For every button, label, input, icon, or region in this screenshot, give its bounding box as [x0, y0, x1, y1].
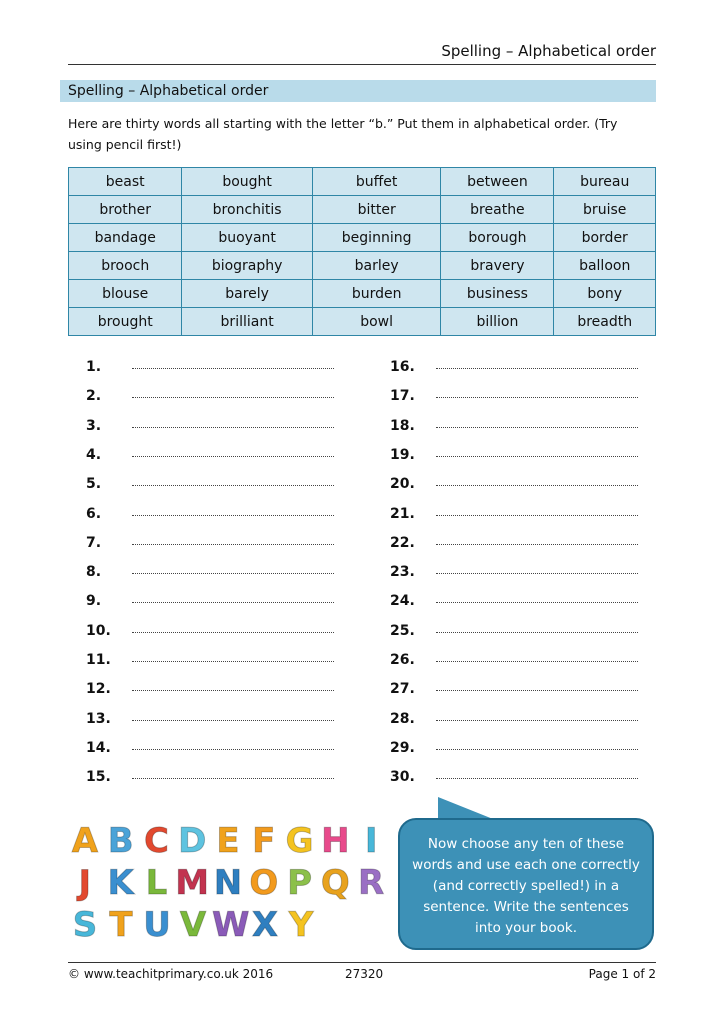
answer-number: 7. [86, 534, 102, 551]
answer-blank-line[interactable] [132, 749, 334, 750]
answer-blank-line[interactable] [132, 661, 334, 662]
answer-blank-line[interactable] [436, 368, 638, 369]
word-cell: bony [554, 280, 656, 308]
answer-blank-line[interactable] [436, 661, 638, 662]
answer-row [86, 386, 346, 406]
answer-blank-line[interactable] [132, 602, 334, 603]
word-cell: barley [312, 252, 441, 280]
alphabet-letter: S [72, 905, 98, 945]
answer-number: 3. [86, 417, 102, 434]
answer-number: 20. [390, 476, 415, 493]
answer-blank-line[interactable] [132, 778, 334, 779]
word-cell: barely [182, 280, 312, 308]
footer-copyright: © www.teachitprimary.co.uk 2016 [68, 967, 274, 981]
alphabet-row [68, 820, 388, 862]
answer-number: 22. [390, 534, 415, 551]
answer-number: 9. [86, 593, 102, 610]
word-cell: buffet [312, 168, 441, 196]
alphabet-letter: J [78, 863, 92, 903]
answer-blank-line[interactable] [436, 778, 638, 779]
answer-blank-line[interactable] [436, 602, 638, 603]
alphabet-letter: B [107, 821, 134, 861]
answer-row [390, 445, 650, 465]
answer-number: 25. [390, 622, 415, 639]
answer-row [86, 709, 346, 729]
answer-row [390, 591, 650, 611]
answer-blank-line[interactable] [436, 485, 638, 486]
word-cell: bruise [554, 196, 656, 224]
alphabet-letter: I [364, 821, 378, 861]
answer-number: 4. [86, 446, 102, 463]
answer-number: 12. [86, 681, 111, 698]
answer-blank-line[interactable] [132, 573, 334, 574]
answer-row [86, 504, 346, 524]
word-cell: bought [182, 168, 312, 196]
answer-blank-line[interactable] [436, 573, 638, 574]
instructions-text: Here are thirty words all starting with the letter “b.” Put them in alphabetical order. (Try using pencil first!) [68, 116, 618, 152]
section-title-bar: Spelling – Alphabetical order [60, 80, 656, 102]
answer-row [86, 357, 346, 377]
word-cell: business [441, 280, 554, 308]
answer-blank-line[interactable] [436, 749, 638, 750]
alphabet-row [68, 862, 388, 904]
answer-blank-line[interactable] [132, 515, 334, 516]
alphabet-letter: G [285, 821, 314, 861]
alphabet-letter: A [71, 821, 99, 861]
answer-number: 13. [86, 710, 111, 727]
alphabet-letter: U [143, 905, 171, 945]
answer-row [86, 767, 346, 787]
footer-page: Page 1 of 2 [588, 967, 656, 981]
answer-number: 8. [86, 564, 102, 581]
answer-number: 19. [390, 446, 415, 463]
answer-row [86, 445, 346, 465]
answer-row [390, 416, 650, 436]
answer-number: 1. [86, 359, 102, 375]
answer-blank-line[interactable] [132, 720, 334, 721]
answer-blank-line[interactable] [132, 690, 334, 691]
alphabet-letter: X [251, 905, 279, 945]
footer-code: 27320 [345, 967, 384, 981]
word-cell: bronchitis [182, 196, 312, 224]
answer-row [86, 416, 346, 436]
answer-blank-line[interactable] [436, 720, 638, 721]
word-cell: biography [182, 252, 312, 280]
word-grid-row [69, 196, 656, 224]
answer-row [86, 650, 346, 670]
alphabet-letter: M [175, 863, 210, 903]
word-cell: beginning [312, 224, 441, 252]
alphabet-letter: C [143, 821, 169, 861]
word-cell: breadth [554, 308, 656, 336]
answer-row [390, 386, 650, 406]
alphabet-row [68, 904, 388, 946]
answer-number: 16. [390, 359, 415, 375]
word-cell: between [441, 168, 554, 196]
answer-blank-line[interactable] [436, 690, 638, 691]
answer-number: 10. [86, 622, 111, 639]
answer-number: 14. [86, 739, 111, 756]
word-cell: bravery [441, 252, 554, 280]
answer-blank-line[interactable] [132, 632, 334, 633]
answer-blank-line[interactable] [436, 397, 638, 398]
alphabet-letter: V [179, 905, 207, 945]
alphabet-letter: R [357, 863, 385, 903]
answer-row [390, 357, 650, 377]
answer-number: 24. [390, 593, 415, 610]
answer-blank-line[interactable] [436, 544, 638, 545]
answer-row [390, 679, 650, 699]
word-grid-row [69, 252, 656, 280]
word-grid-row [69, 280, 656, 308]
alphabet-letter: Y [288, 905, 314, 945]
word-grid [68, 167, 656, 336]
answer-number: 6. [86, 505, 102, 522]
answer-row [86, 474, 346, 494]
word-grid-row [69, 308, 656, 336]
word-cell: bureau [554, 168, 656, 196]
answer-blank-line[interactable] [132, 368, 334, 369]
header-rule [68, 64, 656, 65]
answer-row [86, 562, 346, 582]
alphabet-letter: P [287, 863, 313, 903]
answer-number: 27. [390, 681, 415, 698]
answer-blank-line[interactable] [132, 427, 334, 428]
alphabet-letter: H [321, 821, 350, 861]
answer-row [86, 679, 346, 699]
speech-bubble: Now choose any ten of these words and use each one correctly (and correctly spelled!) in a sentence. Write the sentences into your book. [398, 818, 654, 950]
alphabet-letter: D [178, 821, 207, 861]
alphabet-letter: K [107, 863, 134, 903]
alphabet-letter: N [213, 863, 243, 903]
answer-row [390, 738, 650, 758]
alphabet-letter: L [145, 863, 168, 903]
answer-row [86, 738, 346, 758]
alphabet-graphic [68, 820, 388, 950]
answer-blank-line[interactable] [132, 456, 334, 457]
answer-row [390, 533, 650, 553]
answer-row [390, 504, 650, 524]
word-cell: beast [69, 168, 182, 196]
answer-row [390, 767, 650, 787]
answer-number: 17. [390, 388, 415, 405]
word-cell: brother [69, 196, 182, 224]
answer-blank-line[interactable] [132, 397, 334, 398]
answer-number: 30. [390, 769, 415, 786]
alphabet-letter: T [109, 905, 133, 945]
word-cell: breathe [441, 196, 554, 224]
word-cell: bowl [312, 308, 441, 336]
answer-number: 2. [86, 388, 102, 405]
word-cell: bitter [312, 196, 441, 224]
alphabet-letter: O [249, 863, 279, 903]
word-grid-row [69, 224, 656, 252]
answer-row [390, 474, 650, 494]
answer-blank-line[interactable] [436, 632, 638, 633]
answer-row [390, 562, 650, 582]
alphabet-letter: W [212, 905, 250, 945]
word-grid-row [69, 168, 656, 196]
word-cell: bandage [69, 224, 182, 252]
answer-number: 18. [390, 417, 415, 434]
word-cell: burden [312, 280, 441, 308]
answer-blank-line[interactable] [436, 427, 638, 428]
answer-number: 29. [390, 739, 415, 756]
word-cell: brilliant [182, 308, 312, 336]
header-title: Spelling – Alphabetical order [441, 42, 656, 60]
answer-number: 15. [86, 769, 111, 786]
answer-row [86, 533, 346, 553]
alphabet-letter: E [216, 821, 240, 861]
alphabet-letter: F [252, 821, 276, 861]
answer-blank-line[interactable] [132, 544, 334, 545]
answer-row [86, 621, 346, 641]
answer-row [390, 621, 650, 641]
word-cell: billion [441, 308, 554, 336]
answer-row [390, 650, 650, 670]
footer-rule [68, 962, 656, 963]
word-cell: brought [69, 308, 182, 336]
word-cell: balloon [554, 252, 656, 280]
answer-number: 11. [86, 652, 111, 668]
answer-blank-line[interactable] [436, 456, 638, 457]
answer-blank-line[interactable] [436, 515, 638, 516]
word-cell: blouse [69, 280, 182, 308]
answer-number: 5. [86, 476, 102, 493]
answer-number: 23. [390, 564, 415, 581]
answer-row [86, 591, 346, 611]
word-cell: buoyant [182, 224, 312, 252]
answer-row [390, 709, 650, 729]
answer-blank-line[interactable] [132, 485, 334, 486]
word-cell: brooch [69, 252, 182, 280]
answer-number: 28. [390, 710, 415, 727]
answer-number: 26. [390, 652, 415, 668]
alphabet-letter: Q [320, 863, 350, 903]
answer-number: 21. [390, 505, 415, 522]
word-cell: border [554, 224, 656, 252]
word-cell: borough [441, 224, 554, 252]
